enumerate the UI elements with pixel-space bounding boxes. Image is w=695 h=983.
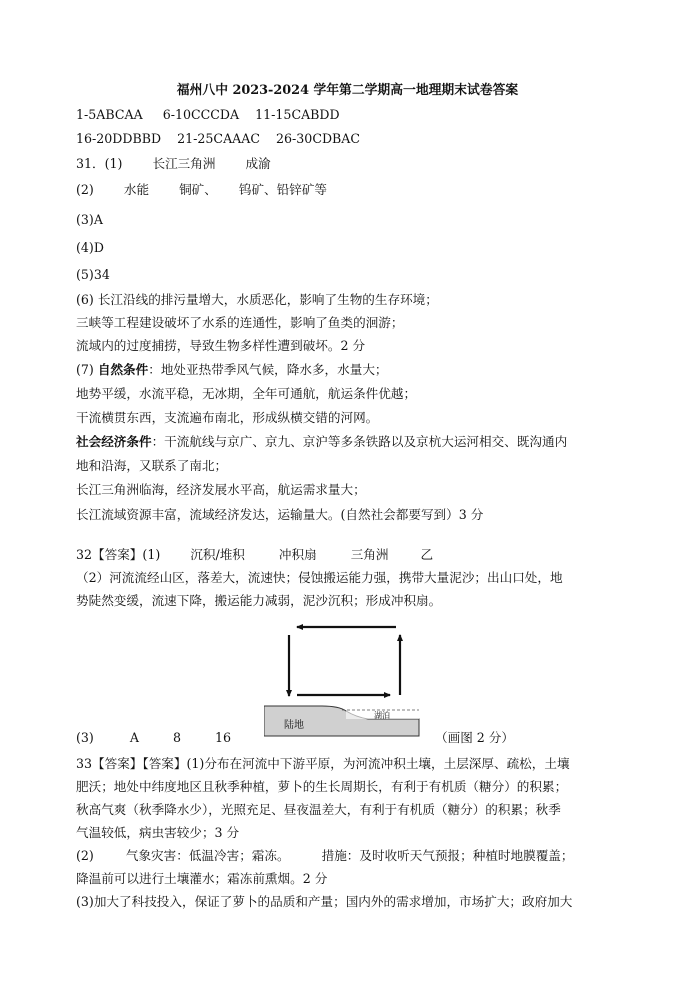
q31-part6-line: 流域内的过度捕捞，导致生物多样性遭到破坏。2 分 — [76, 338, 366, 353]
question-number: (3) — [76, 730, 94, 745]
q32-part2-line: （2）河流流经山区，落差大，流速快；侵蚀搬运能力强，携带大量泥沙；出山口处，地 — [76, 570, 563, 585]
answer-text: 水能 — [123, 182, 150, 197]
answer-text: ：干流航线与京广、京九、京沪等多条铁路以及京杭大运河相交、既沟通内 — [151, 434, 568, 449]
q31-part3: (3)A — [76, 212, 103, 227]
q31-part7-line: 长江流域资源丰富，流域经济发达，运输量大。(自然社会都要写到）3 分 — [76, 507, 484, 522]
q31-part5: (5)34 — [76, 267, 110, 282]
q31-part7-line — [76, 362, 388, 378]
q31-part6-line: 三峡等工程建设破坏了水系的连通性，影响了鱼类的洄游； — [76, 315, 404, 330]
q33-part1-line: 肥沃；地处中纬度地区且秋季种植，萝卜的生长周期长，有利于有机质（糖分）的积累； — [76, 779, 568, 794]
answer-text: 三角洲 — [350, 547, 389, 562]
q33-part2-line — [76, 848, 573, 864]
choice-group: 6-10CCCDA — [162, 107, 240, 122]
question-number: (2) — [76, 182, 94, 197]
q32-part2-line: 势陡然变缓，流速下降，搬运能力减弱，泥沙沉积；形成冲积扇。 — [76, 593, 442, 608]
q31-part7-line — [76, 434, 567, 450]
q31-part6-line: (6) 长江沿线的排污量增大，水质恶化，影响了生物的生存环境； — [76, 292, 438, 307]
choice-answers-row-2 — [76, 131, 360, 147]
q31-part1 — [76, 156, 271, 172]
answer-text: 钨矿、铅锌矿等 — [238, 182, 328, 197]
choice-group: 26-30CDBAC — [276, 131, 361, 146]
answer-text: A — [129, 730, 139, 745]
q33-part2-line: 降温前可以进行土壤灌水；霜冻前熏烟。2 分 — [76, 871, 328, 886]
q33-part3-line: (3)加大了科技投入，保证了萝卜的品质和产量；国内外的需求增加，市场扩大；政府加大 — [76, 894, 573, 909]
q32-part1 — [76, 547, 433, 563]
question-number: 32【答案】(1) — [76, 547, 161, 562]
answer-text: 16 — [215, 730, 232, 745]
choice-group: 16-20DDBBD — [76, 131, 162, 146]
q33-part1-line: 秋高气爽（秋季降水少），光照充足、昼夜温差大，有利于有机质（糖分）的积累；秋季 — [76, 802, 561, 817]
answer-text: 措施：及时收听天气预报；种植时地膜覆盖； — [321, 848, 574, 863]
q33-part1-line: 气温较低，病虫害较少；3 分 — [76, 825, 240, 840]
question-number: 31．(1) — [76, 156, 123, 171]
answer-text: 长江三角洲 — [152, 156, 216, 171]
q31-part4: (4)D — [76, 240, 104, 255]
choice-group: 1-5ABCAA — [76, 107, 143, 122]
drawing-score-note: （画图 2 分） — [435, 730, 514, 745]
answer-text: 铜矿、 — [179, 182, 217, 197]
choice-group: 21-25CAAAC — [177, 131, 260, 146]
choice-group: 11-15CABDD — [255, 107, 340, 122]
answer-text: 乙 — [420, 547, 434, 562]
section-label: 自然条件 — [97, 362, 149, 377]
page-title: 福州八中 2023-2024 学年第二学期高一地理期末试卷答案 — [176, 83, 519, 98]
q33-part1-line: 33【答案】【答案】(1)分布在河流中下游平原，为河流冲积土壤，土层深厚、疏松，土壤 — [76, 756, 570, 771]
answer-text: 沉积/堆积 — [190, 547, 245, 562]
circulation-diagram — [264, 617, 424, 737]
question-number: (2) — [76, 848, 94, 863]
q31-part2 — [76, 182, 327, 198]
section-label: 社会经济条件 — [76, 434, 152, 449]
q31-part7-line: 长江三角洲临海，经济发展水平高，航运需求量大； — [76, 482, 366, 497]
lake-label: 湖泊 — [374, 711, 390, 720]
choice-answers-row-1 — [76, 107, 340, 123]
q31-part7-line: 干流横贯东西，支流遍布南北，形成纵横交错的河网。 — [76, 410, 379, 425]
q32-part3 — [76, 730, 231, 746]
answer-text: 成渝 — [245, 156, 271, 171]
q31-part7-line: 地和沿海，又联系了南北； — [76, 458, 228, 473]
q31-part7-line: 地势平缓，水流平稳，无冰期，全年可通航，航运条件优越； — [76, 386, 417, 401]
answer-text: 气象灾害：低温冷害；霜冻。 — [125, 848, 290, 863]
answer-text: 冲积扇 — [278, 547, 317, 562]
answer-text: ：地处亚热带季风气候，降水多，水量大； — [148, 362, 388, 377]
land-label: 陆地 — [284, 720, 304, 731]
answer-text: 8 — [172, 730, 181, 745]
question-number: (7) — [76, 362, 94, 377]
